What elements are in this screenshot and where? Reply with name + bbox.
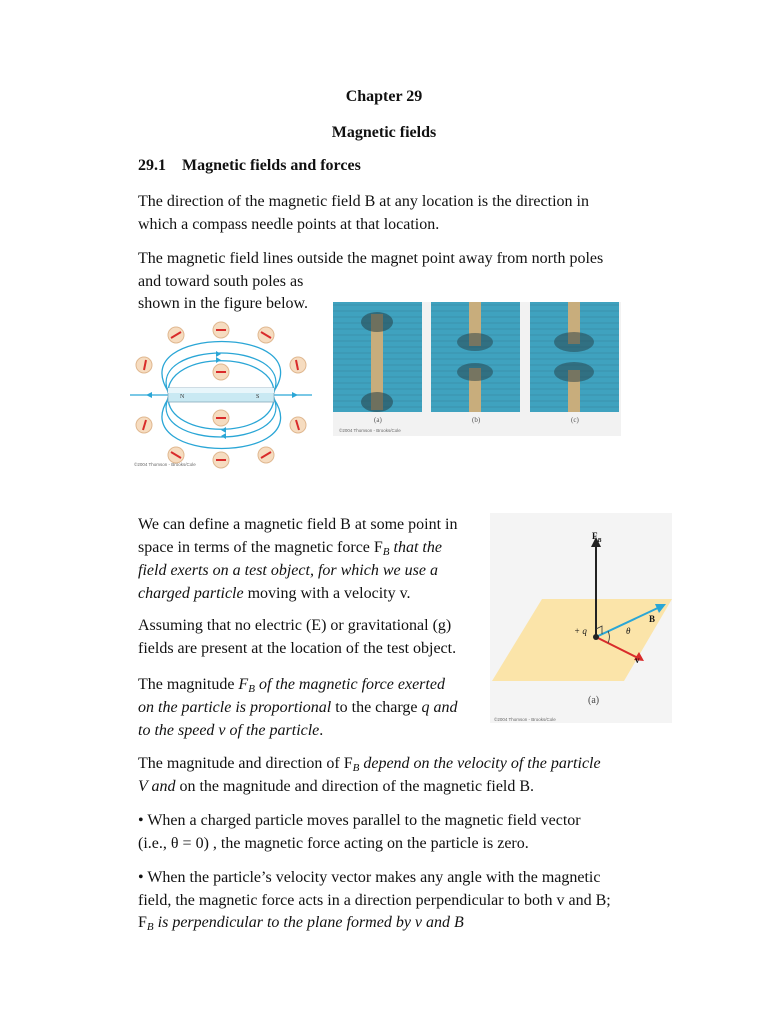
field-label: B xyxy=(649,614,656,624)
topic-heading: Magnetic fields xyxy=(331,124,437,141)
bar-magnet-figure xyxy=(128,320,314,470)
photo-a-label: (a) xyxy=(374,416,382,424)
photo-b xyxy=(431,302,520,412)
paragraph-assumption: Assuming that no electric (E) or gravitational (g) fields are present at the location of the test object. xyxy=(138,617,457,657)
bullet-angle: • When the particle’s velocity vector makes any angle with the magnetic field, the magnetic force acts in a direction perpendicular to both v and B; $F_B$ is perpendicular to the plane formed by v and B xyxy=(138,869,611,933)
chapter-heading: Chapter 29 xyxy=(345,88,423,105)
paragraph-dependence: The magnitude and direction of $F_B$ depend on the velocity of the particle V and on the magnitude and direction of the magnetic field B. xyxy=(138,755,601,795)
force-figure-credit: ©2004 Thomson - Brooks/Cole xyxy=(494,717,556,722)
iron-filings-figure xyxy=(333,302,621,436)
magnet-figure-credit: ©2004 Thomson - Brooks/Cole xyxy=(134,462,196,467)
section-heading xyxy=(138,157,361,175)
force-figure-label: (a) xyxy=(588,695,600,706)
paragraph-magnitude: The magnitude $F_B$ of the magnetic force exerted on the particle is proportional to the charge q and to the speed v of the particle. xyxy=(138,676,458,739)
photo-b-label: (b) xyxy=(472,416,481,424)
section-number: 29.1 xyxy=(138,157,166,174)
photo-a xyxy=(333,302,422,412)
paragraph-compass: The direction of the magnetic field B at any location is the direction in which a compass needle points at that location. xyxy=(138,193,589,233)
magnetic-force-figure xyxy=(490,513,672,723)
paragraph-field-lines: The magnetic field lines outside the magnet point away from north poles and toward south poles as shown in the figure below. xyxy=(138,250,604,312)
velocity-field-plane xyxy=(492,599,672,681)
bullet-parallel: • When a charged particle moves parallel to the magnetic field vector (i.e., θ = 0) , the magnetic force acting on the particle is zero. xyxy=(138,812,581,852)
north-pole-label: N xyxy=(180,394,185,400)
paragraph-definition: We can define a magnetic field B at some point in space in terms of the magnetic force $F_B$ that the field exerts on a test object, for which we use a charged particle moving with a velocity v. xyxy=(138,516,458,602)
section-title: Magnetic fields and forces xyxy=(182,157,361,174)
theta-label: θ xyxy=(626,626,631,636)
photo-c xyxy=(530,302,619,412)
south-pole-label: S xyxy=(256,394,260,400)
force-label: $F_B$ xyxy=(592,531,602,544)
charge-label: + q xyxy=(574,626,587,636)
photos-credit: ©2004 Thomson - Brooks/Cole xyxy=(339,428,401,433)
charge-dot xyxy=(593,634,599,640)
velocity-label: v xyxy=(635,655,640,665)
photo-c-label: (c) xyxy=(571,416,579,424)
